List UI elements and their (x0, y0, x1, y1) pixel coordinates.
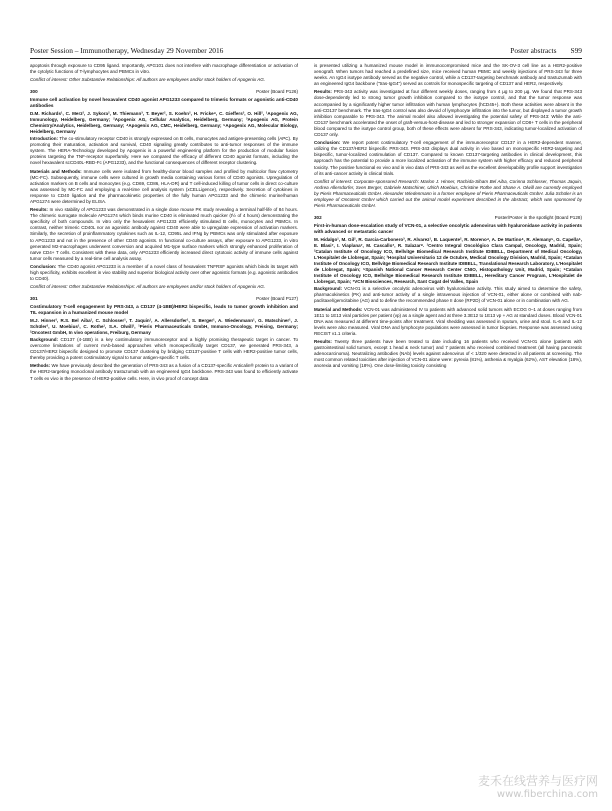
section-label: Results: (314, 89, 332, 95)
running-header (30, 46, 582, 56)
section-text: The co-stimulatory receptor CD40 is strongly expressed on B cells, monocytes and antigen-presenting cells (APC). By promoting their maturation, activation and survival, CD40 signaling greatly contributes to anti-tumor responses of the immune system. The HERA-Technology developed by Apogenix is a powerful engineering platform for the production of modular fusion proteins targeting the TNF-receptor superfamily. Here we compared the efficacy of different CD40 agonist formats, including the novel hexavalent scCD40L-RBD-Fc (APG1233), and the functional consequences of different receptor clustering. (30, 136, 298, 166)
abstract-302-title: First-in-human dose-escalation study of VCN-01, a selective oncolytic adenovirus with hyaluronidase activity in patients with advanced or metastatic cancer (314, 222, 582, 234)
header-right (510, 46, 582, 55)
section-label: Background: (30, 336, 59, 342)
abstract-location: Poster/Poster in the spotlight (Board P128) (494, 215, 582, 221)
abstract-location: Poster (Board P126) (256, 89, 298, 95)
watermark-text: 麦禾在线营养与医疗网 (477, 774, 598, 788)
section-text: The CD40 agonist APG1233 is a member of a novel class of hexavalent TNFRSF agonists which binds its target with high specificity, exhibits excellent in vivo stability and superior biological activity over other agonistic formats (e.g. agonistic antibodies to CD40). (30, 263, 298, 282)
section-text: We report potent costimulatory T-cell engagement of the immunoreceptor CD137 in a HER2-dependent manner, utilizing the CD137/HER2 bispecific PRS-343. PRS-343 displays dual activity in vivo based on monospecific HER2-targeting and bispecific, tumor-localized costimulation of CD137. Compared to known CD137-targeting antibodies in clinical development, this approach has the potential to provide a more localized activation of the immune system with higher efficacy and reduced peripheral toxicity. The positive functional ex vivo and in vivo data of PRS-343 as well as the excellent developability profile support investigation of its anti-cancer activity in clinical trials. (314, 140, 582, 176)
section-text: We have previously described the generation of PRS-343 as a fusion of a CD137-specific Anticalin® protein to a variant of the HER2-targeting monoclonal antibody trastuzumab with an engineered IgG4 backbone. PRS-343 was found to efficiently activate T cells ex vivo in the presence of HER2-positive cells. Here, in vivo proof of concept data (30, 363, 298, 381)
abstract-number: 300 (30, 89, 38, 95)
abstract-300-heading (30, 89, 298, 95)
left-column (30, 63, 298, 779)
abstract-302-heading (314, 215, 582, 221)
page-number: S99 (570, 46, 582, 55)
section-label: Materials and Methods: (30, 168, 82, 174)
section-label: Material and Methods: (314, 306, 363, 312)
abstract-301-background (30, 337, 298, 361)
section-label: Results: (314, 339, 332, 345)
abstract-302-methods (314, 307, 582, 337)
abstract-300-conclusion (30, 264, 298, 282)
header-rule (30, 58, 582, 59)
abstract-300-coi: Conflict of interest: Other Substantive Relationships: All authors are employees and/or stock holders of Apogenix AG. (30, 284, 266, 290)
abstract-302-background (314, 286, 582, 304)
abstract-number: 302 (314, 215, 322, 221)
abstract-302-authors: M. Hidalgo¹, M. Gil², R. Garcia-Carbonero³, R. Alvarez¹, B. Laquente², R. Moreno⁴, A. De Martino⁴, R. Alemany⁵, G. Capella⁵, E. Blasi⁷, I. Viaplana⁷, M. Cascallo⁷, R. Salazar⁸. ¹Centro Integral Oncológico Clara Campal, Oncology, Madrid, Spain; ²Catalan Institute of Oncology ICO, Bellvitge Biomedical Research Institute IDIBELL, Department of Medical Oncology, L'Hospitalet de Llobregat, Spain; ³Hospital Universitario 12 de Octubre, Medical Oncology Division, Madrid, Spain; ⁴Catalan Institute of Oncology ICO, Bellvitge Biomedical Research Institute IDIBELL, Translational Research Laboratory, L'Hospitalet de Llobregat, Spain; ⁵Spanish National Cancer Research Center CNIO, Histopathology Unit, Madrid, Spain; ⁶Catalan Institute of Oncology ICO, Bellvitge Biomedical Research Institute IDIBELL, Hereditary Cancer Program, L'Hospitalet de Llobregat, Spain; ⁷VCN Biosciences, Research, Sant Cugat del Valles, Spain (314, 236, 582, 285)
section-text: CD137 (4-1BB) is a key costimulatory immunoreceptor and a highly promising therapeutic target in cancer. To overcome limitations of current mAb-based approaches which monospecifically target CD137, we generated PRS-343, a CD137/HER2 bispecific designed to promote CD137 clustering by bridging CD137-positive T cells with HER2-positive tumor cells, thereby providing a potent costimulatory signal to tumor antigen-specific T cells. (30, 336, 298, 361)
section-text: Immune cells were isolated from healthy-donor blood samples and profiled by multicolor flow cytometry (MC-FC). Subsequently, immune cells were cultured in growth media containing various forms of CD40 agonists. Upregulation of activation markers on B cells and monocytes (e.g. CD69, CD86, HLA-DR) and T cell-induced killing of tumor cells in direct co-culture was assessed by MC-FC and employing a real-time cell analysis system (xCELLigence), respectively. Secretion of cytokines in response to CD40 ligation and the pharmacokinetic properties of the fully human APG1233 and the chimeric murine/human APG1274 were determined by ELISA. (30, 168, 298, 204)
section-label: Background: (314, 286, 343, 292)
abstract-300-introduction (30, 136, 298, 166)
section-label: Conclusion: (314, 140, 341, 146)
abstract-300-authors: D.M. Richards¹, C. Merz², J. Sykora², M. Thiemann³, T. Beyer², S. Koehn², H. Fricke⁴, C. Gieffers³, O. Hill², ¹Apogenix AG, Immunology, Heidelberg, Germany; ²Apogenix AG, Cellular Analytics, Heidelberg, Germany; ³Apogenix AG, Protein Chemistry/Analytics, Heidelberg, Germany; ⁴Apogenix AG, CMC, Heidelberg, Germany; ⁵Apogenix AG, Molecular Biology, Heidelberg, Germany (30, 110, 298, 134)
abstract-301-heading (30, 296, 298, 302)
abstract-300-results (30, 207, 298, 262)
site-watermark (478, 775, 598, 801)
section-text: VCN-01 is a selective oncolytic adenovirus with hyaluronidase activity. This study aimed to determine the safety, pharmacokinetics (PK) and anti-tumor activity of a single intravenous injection of VCN-01, either alone or combined with nab-paclitaxel/gemcitabine (AG) and to define the recommended phase II dose (RP2D) of VCN-01 alone or in combination with AG. (314, 286, 582, 304)
abstract-302-results (314, 339, 582, 369)
abstract-301-coi: Conflict of interest: Corporate-sponsored Research: Marlon J. Hinner, Rachida-Siham Bel Aiba, Corinna Schlosser, Thomas Jaquin, Andrea Allersdorfer, Sven Berger, Gabriele Matschiner, Ulrich Moebius, Christine Rothe and Shane A. Olwill are currently employed by Pieris Pharmaceuticals GmbH. Alexander Wiedenmann is a former employee of Pieris Pharmaceuticals GmbH. Julia Schüler is an employee of Oncotest GmbH which carried out the animal model experiment described in the abstract, which was sponsored by Pieris Pharmaceuticals GmbH. (314, 178, 582, 209)
abstract-301-title: Costimulatory T-cell engagement by PRS-343, a CD137 (4-1BB)/HER2 bispecific, leads to tumor growth inhibition and TIL expansion in a humanized mouse model (30, 303, 298, 315)
section-text: In vivo stability of APG1233 was demonstrated in a single dose mouse PK study revealing a terminal half-life of 84 hours. The chimeric surrogate molecule APG1274 which binds murine CD40 is eliminated much quicker (t½ of 4 hours) demonstrating the specificity of both compounds. In vitro only the hexavalent APG1233 efficiently stimulated B cells, monocytes and PBMCs. In contrast, neither trimeric CD40L nor an agonistic antibody against CD40 were able to upregulate expression of activation markers. Similarly, the secretion of proinflammatory cytokines such as IL-12, CD95L and IFNg by PBMCs was only stimulated after exposure to APG1233 and not in the presence of other CD40 agonists. In functional co-culture assays, after exposure to APG1233, in vitro generated M2-macrophages underwent conversion and acquired M1-type surface markers which strongly enhanced proliferation of naïve CD4+ T cells. Consistent with these data, only APG1233 efficiently increased direct cytotoxic activity of immune cells against tumor cells measured by a real-time cell analysis assay. (30, 207, 298, 261)
abstract-301-methods (30, 363, 298, 381)
section-label: Introduction: (30, 136, 59, 142)
carryover-text: apoptosis through exposure to CD95 ligand. Importantly, APG101 does not interfere with macrophage differentiation or activation of the cytolytic functions of T-lymphocytes and PBMCs in vitro. (30, 63, 298, 75)
abstract-300-methods (30, 169, 298, 206)
header-section-label: Poster abstracts (510, 46, 557, 55)
section-text: PRS-343 activity was investigated at four different weekly doses, ranging from 4 µg to 200 µg. We found that PRS-343 dose-dependently led to strong tumor growth inhibition compared to the isotype control, and that the tumor response was accompanied by a significantly higher tumor infiltration with human lymphocytes (hCD45+). Both these activities were absent in the anti-CD137 benchmark. The tras-IgG4 control was also devoid of lymphocyte infiltration into the tumor, but displayed a tumor growth inhibition comparable to PRS-343. The animal model also allowed investigating the potential safety of PRS-343: While the anti-CD137 benchmark accelerated the onset of graft-versus-host-disease and led to stronger expansion of CD8+ T cells in the peripheral blood compared to the isotype control group, both of these effects were absent for PRS-343, indicating tumor-localized activation of CD137 only. (314, 89, 582, 138)
section-label: Results: (30, 207, 48, 213)
abstract-300-title: Immune cell activation by novel hexavalent CD40 agonist APG1233 compared to trimeric formats or agonistic anti-CD40 antibodies (30, 96, 298, 108)
section-label: Methods: (30, 363, 51, 369)
section-text: VCN-01 was administered IV to patients with advanced solid tumors with ECOG 0–1 at doses ranging from 1E11 to 1E13 viral particles per patient (vp) as a single agent and at three 3.3E12 to 1E13 vp + AG at standard doses. Blood VCN-01 DNA was measured at different time-points after treatment. Viral shedding was assessed in sputum, urine and stool. IL-6 and IL-12 levels were also measured. Viral DNA and lymphocyte populations were assessed in tumor biopsies. Response was assessed using RECIST v1.1 criteria. (314, 306, 582, 336)
carryover-coi: Conflict of interest: Other Substantive Relationships: All authors are employees and/or stock holders of Apogenix AG. (30, 77, 266, 83)
abstract-301-conclusion (314, 140, 582, 177)
section-text: Twenty three patients have been treated to date including 16 patients who received VCN-01 alone (patients with gastrointestinal solid tumors, except 1 head & neck tumor) and 7 patients who received combined treatment (all having pancreatic adenocarcinoma). Neutralizing antibodies (NAb) levels against adenovirus of < 1/320 were detected in all patients at screening. The most common related toxicities after injection of VCN-01 alone were: pyrexia (81%), asthenia & myalgia (62%), AST elevation (18%), anorexia and vomiting (18%). One dose-limiting toxicity consisting (314, 339, 582, 369)
abstract-location: Poster (Board P127) (256, 296, 298, 302)
abstract-301-continued: is presented utilizing a humanized mouse model in immunocompromised mice and the SK-OV-3 cell line as a HER2-positive xenograft. When tumors had reached a predefined size, mice received human PBMC and weekly injections of PRS-343 for three weeks. An IgG4 isotype antibody served as the negative control, while a CD137-targeting benchmark antibody and trastuzumab with an engineered IgG4 backbone ("tras-IgG4") served as controls for monospecific targeting of CD137 and HER2, respectively. (314, 63, 582, 87)
header-session-title: Poster Session – Immunotherapy, Wednesday 29 November 2016 (30, 46, 224, 55)
abstract-301-results (314, 89, 582, 138)
abstract-number: 301 (30, 296, 38, 302)
abstract-301-authors: M.J. Hinner¹, R.S. Bel Aiba¹, C. Schlosser¹, T. Jaquin¹, A. Allersdorfer¹, S. Berger¹, A. Wiedenmann¹, G. Matschiner¹, J. Schüler², U. Moebius¹, C. Rothe¹, S.A. Olwill¹, ¹Pieris Pharmaceuticals GmbH, Immuno-Oncology, Freising, Germany; ²Oncotest GmbH, In vivo operations, Freiburg, Germany (30, 317, 298, 335)
watermark-url: www.fiberchina.com (496, 789, 598, 800)
right-column (314, 63, 582, 779)
section-label: Conclusion: (30, 263, 57, 269)
